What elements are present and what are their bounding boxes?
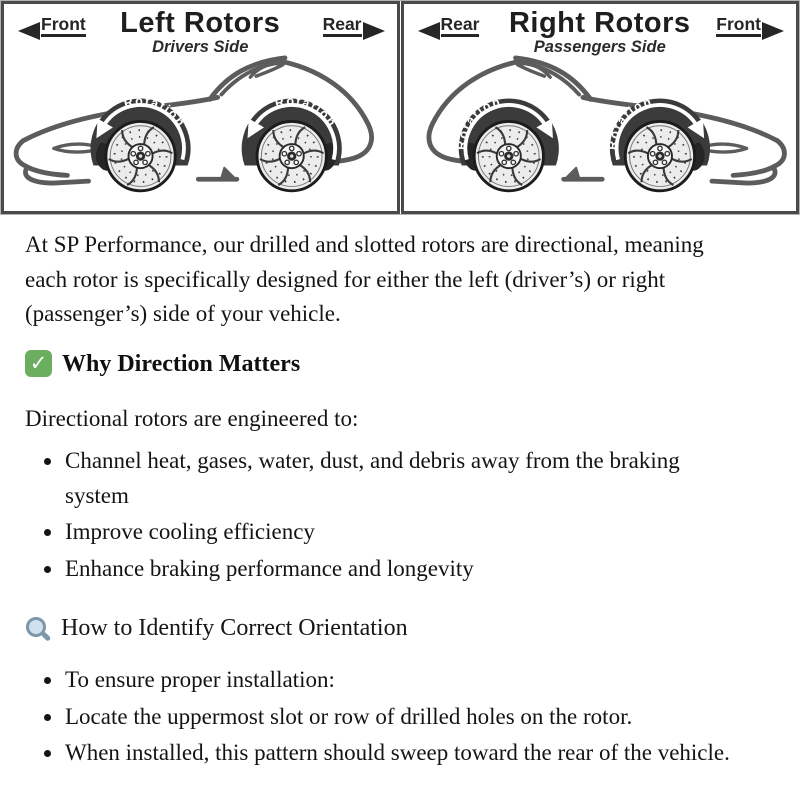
car-body-mirrored (428, 58, 783, 191)
list-item: • Channel heat, gases, water, dust, and debris away from the braking system (64, 444, 735, 513)
how-to-identify-heading (25, 610, 735, 646)
magnifying-glass-icon (25, 615, 52, 642)
car-body (16, 58, 371, 191)
panel-subtitle: Drivers Side (152, 38, 249, 57)
article-body (0, 215, 760, 771)
right-rotors-panel (401, 1, 800, 214)
engineered-intro: Directional rotors are engineered to: (25, 405, 359, 431)
orientation-steps-list (25, 663, 735, 771)
direction-text: Rear (441, 15, 480, 37)
heading-text: How to Identify Correct Orientation (61, 615, 408, 641)
right-car-illustration (404, 4, 797, 211)
benefits-list (25, 444, 735, 586)
heading-text: Why Direction Matters (62, 350, 301, 377)
why-direction-matters-heading (25, 346, 735, 382)
list-item: • Improve cooling efficiency (64, 515, 735, 550)
rotor-direction-diagram (0, 0, 800, 215)
list-item: • Enhance braking performance and longevity (64, 552, 735, 587)
direction-text: Front (716, 15, 761, 37)
list-item: • When installed, this pattern should sweep toward the rear of the vehicle. (64, 736, 735, 771)
list-item: • To ensure proper installation: (64, 663, 735, 698)
intro-paragraph: At SP Performance, our drilled and slotted rotors are directional, meaning each rotor is specifically designed for either the left (driver’s) or right (passenger’s) side of your vehicle. (25, 232, 704, 326)
green-checkmark-icon: ✓ (25, 350, 52, 377)
panel-title: Left Rotors (120, 7, 281, 39)
panel-title: Right Rotors (508, 7, 691, 39)
left-rotors-panel (1, 1, 400, 214)
list-item: • Locate the uppermost slot or row of drilled holes on the rotor. (64, 700, 735, 735)
panel-subtitle: Passengers Side (533, 38, 666, 57)
direction-text: Rear (323, 15, 362, 37)
direction-text: Front (41, 15, 86, 37)
left-car-illustration (4, 4, 397, 211)
